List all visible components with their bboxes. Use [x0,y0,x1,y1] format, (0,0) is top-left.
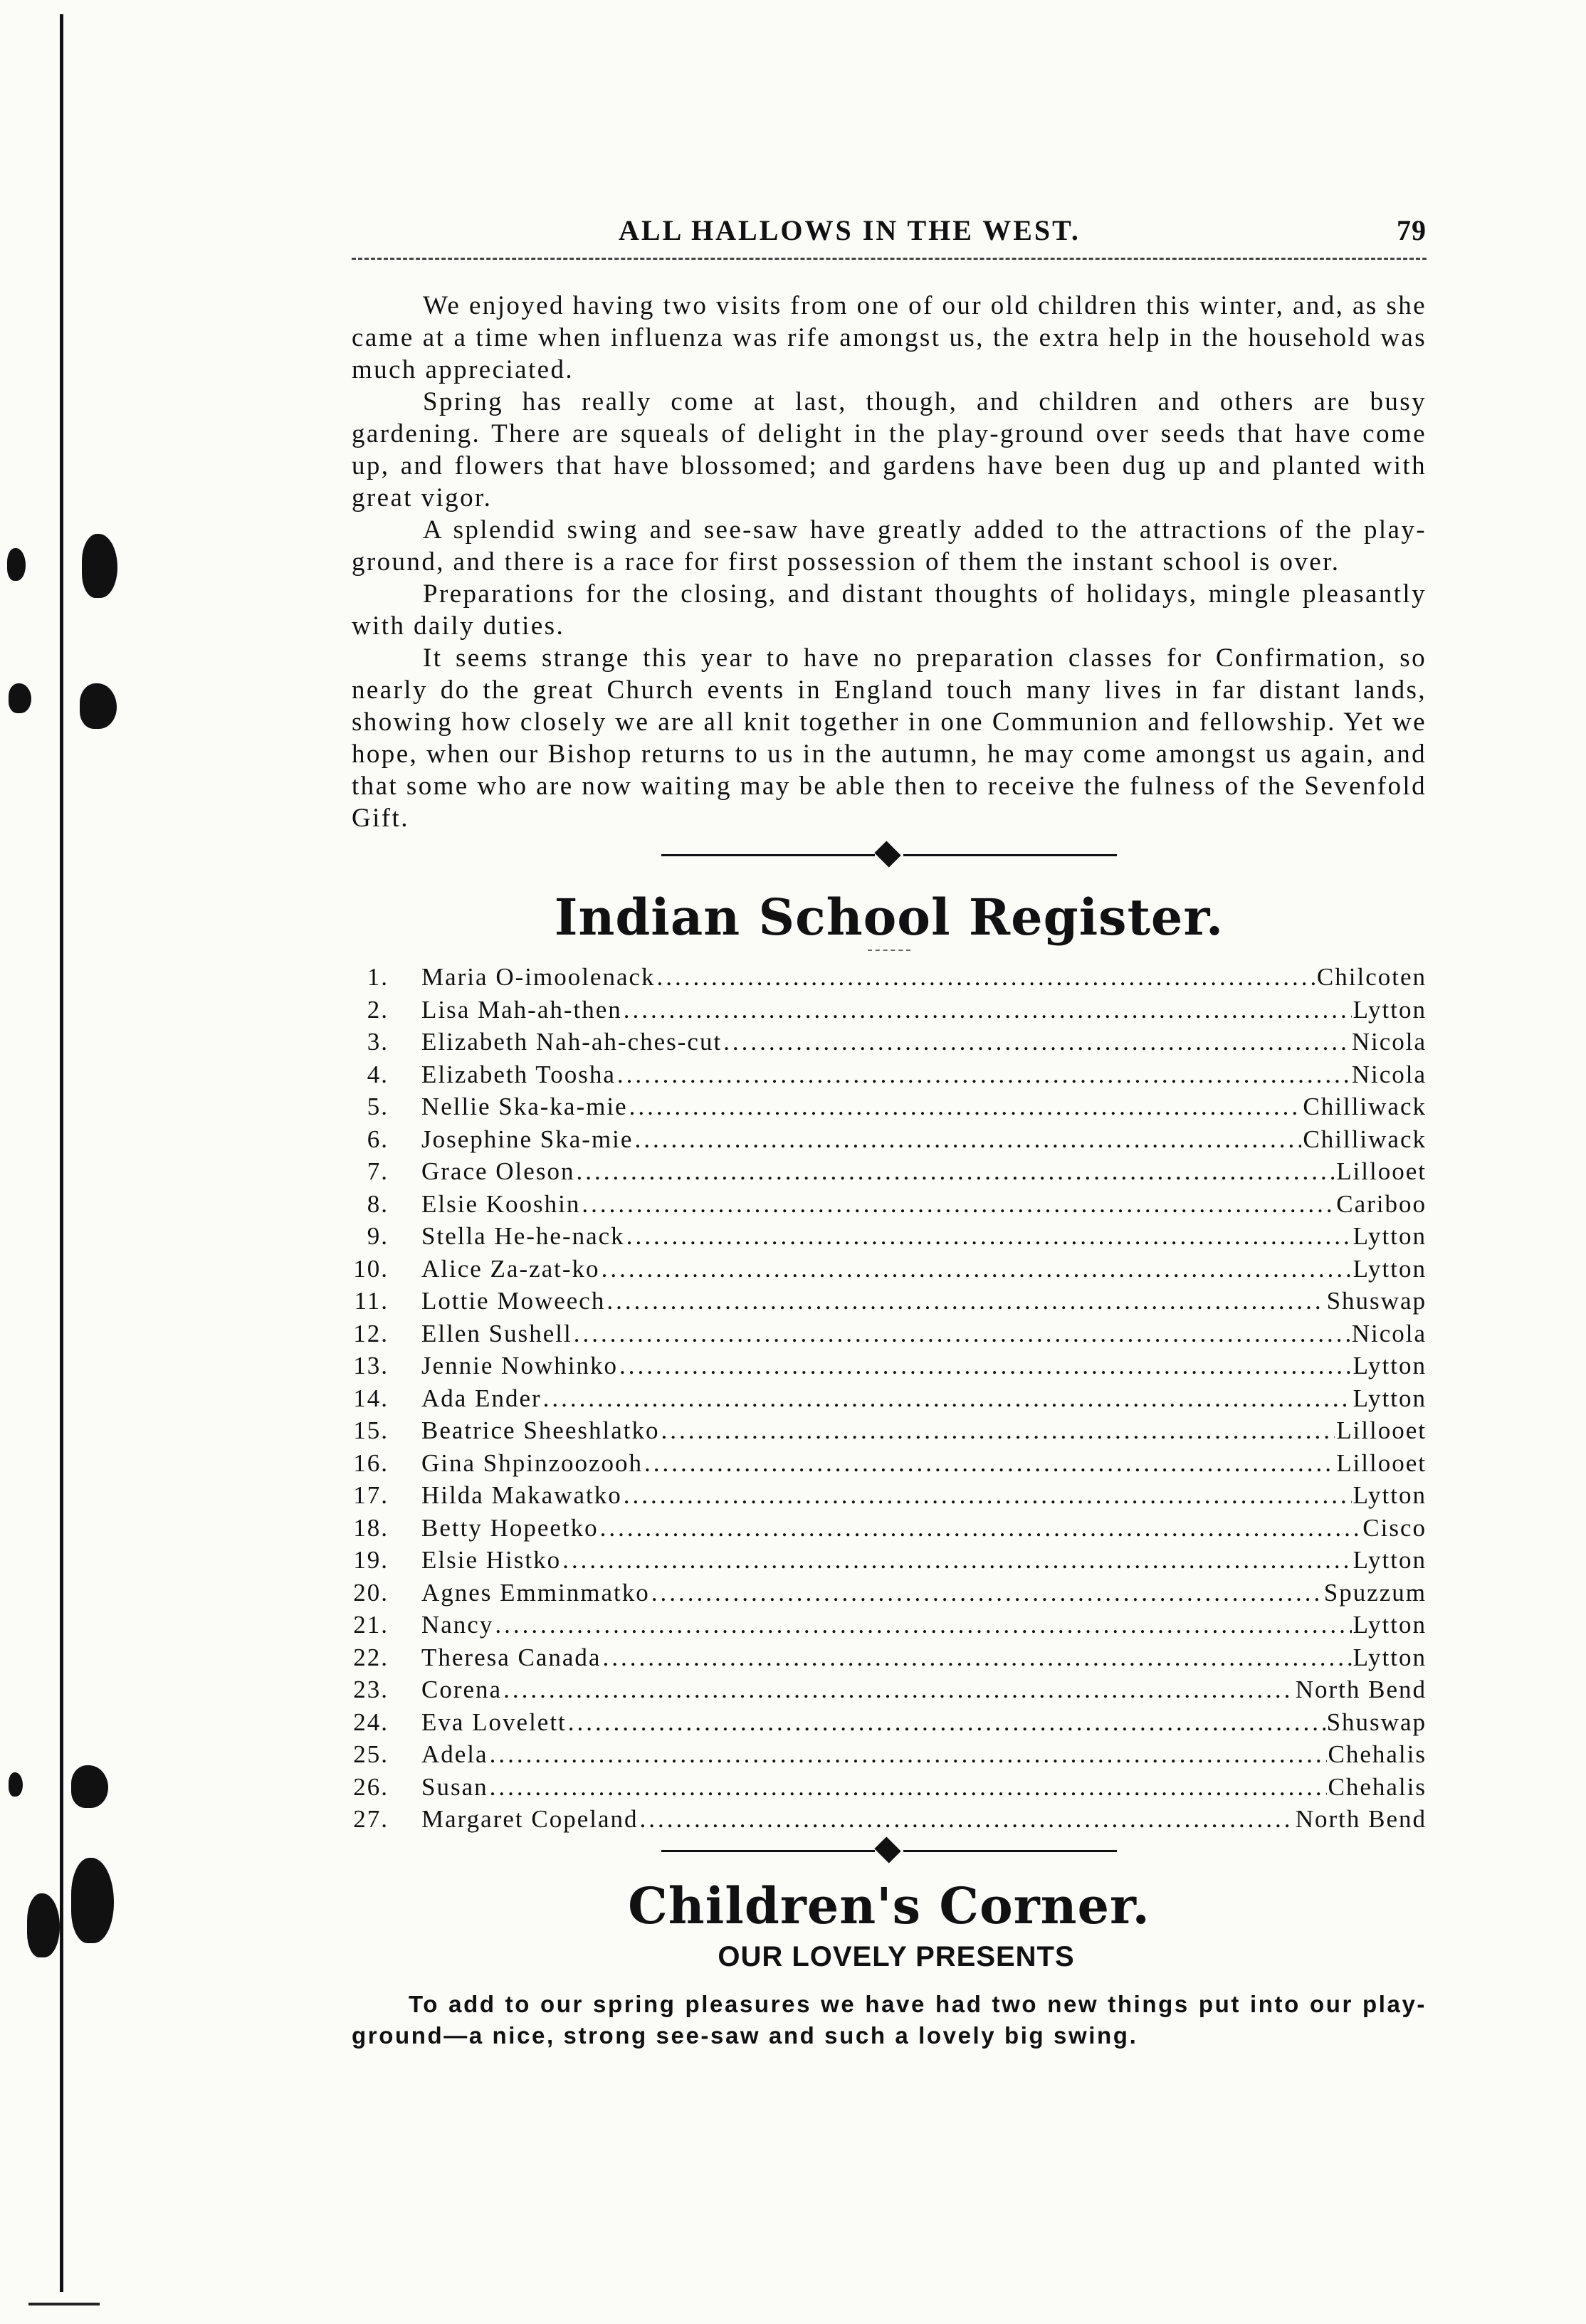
margin-ink-mark [71,1765,108,1808]
margin-ink-mark [7,548,26,581]
page-content [352,214,1427,2051]
register-place: Lytton [1353,1222,1427,1250]
diamond-ornament-icon [874,1836,900,1863]
register-number: 15. [353,1416,389,1444]
dot-leader [723,1026,1350,1058]
dot-leader [582,1188,1335,1221]
register-number: 20. [353,1578,389,1607]
register-name: Corena [421,1676,503,1703]
register-place: Nicola [1351,1060,1427,1088]
register-row [352,1414,1427,1447]
register-name: Alice Za-zat-ko [421,1254,600,1283]
margin-ink-mark [27,1893,60,1957]
dot-leader [490,1771,1327,1804]
register-name: Hilda Makawatko [421,1481,622,1509]
register-number: 7. [367,1157,389,1185]
dot-leader [543,1382,1352,1415]
register-place: Nicola [1351,1319,1427,1347]
register-row [352,1220,1427,1253]
register-name: Adela [421,1740,488,1768]
register-row [352,961,1427,994]
register-name: Margaret Copeland [421,1805,639,1833]
paragraph: We enjoyed having two visits from one of our old children this winter, and, as she came at a time when influenza was rife amongst us, the extra help in the household was much appreciated. [352,291,1427,384]
running-head [352,214,1427,256]
register-row [352,1577,1427,1609]
register-name: Ellen Sushell [421,1319,572,1347]
register-row [352,1253,1427,1285]
register-place: Lytton [1353,1643,1427,1671]
dot-leader [619,1350,1352,1382]
register-place: Lillooet [1336,1448,1427,1477]
register-number: 1. [367,963,389,991]
register-number: 5. [367,1093,389,1120]
dot-leader [640,1803,1294,1836]
dot-leader [495,1609,1351,1641]
register-place: Chehalis [1328,1772,1427,1801]
register-row [352,1447,1427,1480]
register-place: Lytton [1353,1546,1427,1574]
register-place: Chilcoten [1316,963,1427,991]
register-name: Lottie Moweech [421,1287,606,1315]
register-name: Maria O-imoolenack [421,963,656,991]
register-row [352,1123,1427,1156]
register-number: 24. [353,1708,389,1736]
register-place: Lillooet [1336,1416,1427,1444]
register-name: Jennie Nowhinko [421,1352,618,1379]
childrens-corner-title: Children's Corner. [628,1876,1150,1935]
register-number: 2. [367,995,389,1024]
register-place: Spuzzum [1323,1578,1427,1607]
divider-line [661,1850,875,1852]
binding-edge [60,14,63,2292]
register-number: 13. [353,1352,389,1379]
register-name: Elsie Kooshin [421,1189,581,1218]
childrens-corner-text [352,1989,1427,2051]
register-number: 11. [354,1287,389,1315]
register-number: 23. [353,1676,389,1703]
register-row [352,1188,1427,1221]
dot-leader [490,1738,1327,1771]
divider-line [903,1850,1117,1852]
running-title: ALL HALLOWS IN THE WEST. [619,214,1081,246]
register-row [352,1318,1427,1350]
register-name: Agnes Emminmatko [421,1578,650,1607]
register-row [352,1479,1427,1512]
register-name: Elsie Histko [421,1546,562,1574]
dot-leader [606,1285,1325,1318]
section-divider [661,1840,1117,1861]
register-place: Lytton [1353,1254,1427,1283]
title-underline [868,950,910,951]
register-row [352,1771,1427,1804]
register-name: Nellie Ska-ka-mie [421,1093,628,1120]
childrens-corner-subheading: OUR LOVELY PRESENTS [718,1940,1075,1972]
register-place: Lytton [1353,1384,1427,1412]
register-name: Betty Hopeetko [421,1513,599,1542]
register-number: 22. [353,1643,389,1671]
register-place: Nicola [1351,1028,1427,1056]
register-row [352,1544,1427,1577]
diamond-ornament-icon [874,841,900,867]
register-row [352,1350,1427,1382]
dot-leader [626,1220,1352,1253]
dot-leader [562,1544,1352,1577]
register-place: Shuswap [1326,1708,1427,1736]
register-row [352,1155,1427,1188]
register-number: 8. [367,1189,389,1218]
register-number: 16. [353,1448,389,1477]
register-number: 3. [367,1028,389,1056]
register-title: Indian School Register. [554,888,1224,947]
article-text [352,290,1427,834]
register-number: 9. [367,1222,389,1250]
dot-leader [576,1155,1335,1188]
register-place: Lytton [1353,1352,1427,1379]
register-row [352,994,1427,1026]
register-name: Nancy [421,1611,494,1639]
register-row [352,1803,1427,1836]
header-rule [352,258,1427,260]
register-row [352,1058,1427,1091]
register-number: 10. [353,1254,389,1283]
register-number: 21. [353,1611,389,1639]
register-name: Ada Ender [421,1384,542,1412]
register-number: 4. [367,1060,389,1088]
register-number: 19. [353,1546,389,1574]
dot-leader [503,1673,1294,1706]
dot-leader [629,1090,1302,1123]
page-number: 79 [1397,214,1427,246]
margin-ink-mark [9,683,31,713]
register-place: Lytton [1353,1481,1427,1509]
register-name: Eva Lovelett [421,1708,567,1736]
dot-leader [644,1447,1335,1480]
register-row [352,1285,1427,1318]
register-name: Theresa Canada [421,1643,602,1671]
register-place: Shuswap [1326,1287,1427,1315]
register-row [352,1090,1427,1123]
dot-leader [661,1414,1335,1447]
register-place: North Bend [1295,1805,1427,1833]
paragraph: To add to our spring pleasures we have had two new things put into our play-ground—a nice, strong see-saw and such a lovely big swing. [352,1990,1427,2049]
dot-leader [624,1479,1352,1512]
register-number: 27. [353,1805,389,1833]
divider-line [903,854,1117,856]
register-name: Beatrice Sheeshlatko [421,1416,660,1444]
dot-leader [602,1641,1351,1674]
register-row [352,1512,1427,1545]
register-list [352,961,1427,1836]
register-place: Cisco [1362,1513,1427,1542]
paragraph: Spring has really come at last, though, and children and others are busy gardening. There are squeals of delight in the play-ground over seeds that have come up, and flowers that have blossomed; and gardens have been dug up and planted with great vigor. [352,387,1427,512]
register-name: Elizabeth Nah-ah-ches-cut [421,1028,723,1056]
register-row [352,1738,1427,1771]
register-row [352,1609,1427,1641]
margin-ink-mark [82,534,117,598]
register-number: 12. [353,1319,389,1347]
register-number: 17. [353,1481,389,1509]
margin-ink-mark [9,1772,23,1797]
register-name: Josephine Ska-mie [421,1125,634,1153]
register-row [352,1382,1427,1415]
paragraph: It seems strange this year to have no preparation classes for Confirmation, so nearly do the great Church events in England touch many lives in far distant lands, showing how closely we are all knit together in one Communion and fellowship. Yet we hope, when our Bishop returns to us in the autumn, he may come amongst us again, and that some who are now waiting may be able then to receive the fulness of the Sevenfold Gift. [352,643,1427,833]
register-place: Cariboo [1336,1189,1427,1218]
register-number: 26. [353,1772,389,1801]
register-number: 18. [353,1513,389,1542]
binding-foot-rule [28,2303,100,2305]
margin-ink-mark [71,1858,114,1943]
register-row [352,1706,1427,1739]
register-row [352,1026,1427,1058]
register-place: Lillooet [1336,1157,1427,1185]
register-place: North Bend [1295,1676,1427,1703]
register-place: Chehalis [1328,1740,1427,1768]
paragraph: A splendid swing and see-saw have greatly added to the attractions of the play-ground, and there is a race for first possession of them the instant school is over. [352,515,1427,577]
section-divider [661,844,1117,866]
register-name: Gina Shpinzoozooh [421,1448,644,1477]
register-place: Chilliwack [1303,1093,1427,1120]
register-name: Elizabeth Toosha [421,1060,616,1088]
register-name: Grace Oleson [421,1157,575,1185]
register-number: 25. [353,1740,389,1768]
dot-leader [651,1577,1323,1609]
dot-leader [600,1512,1362,1545]
dot-leader [624,994,1352,1026]
register-name: Susan [421,1772,488,1801]
paragraph: Preparations for the closing, and distant thoughts of holidays, mingle pleasantly with daily duties. [352,579,1427,641]
margin-ink-mark [80,683,117,729]
register-name: Stella He-he-nack [421,1222,625,1250]
dot-leader [574,1318,1350,1350]
register-place: Lytton [1353,1611,1427,1639]
register-place: Chilliwack [1303,1125,1427,1153]
dot-leader [568,1706,1325,1739]
register-number: 14. [353,1384,389,1412]
register-number: 6. [367,1125,389,1153]
register-row [352,1641,1427,1674]
dot-leader [602,1253,1352,1285]
register-place: Lytton [1353,995,1427,1024]
divider-line [661,854,875,856]
dot-leader [657,961,1315,994]
dot-leader [617,1058,1350,1091]
dot-leader [634,1123,1301,1156]
register-row [352,1673,1427,1706]
register-name: Lisa Mah-ah-then [421,995,622,1024]
